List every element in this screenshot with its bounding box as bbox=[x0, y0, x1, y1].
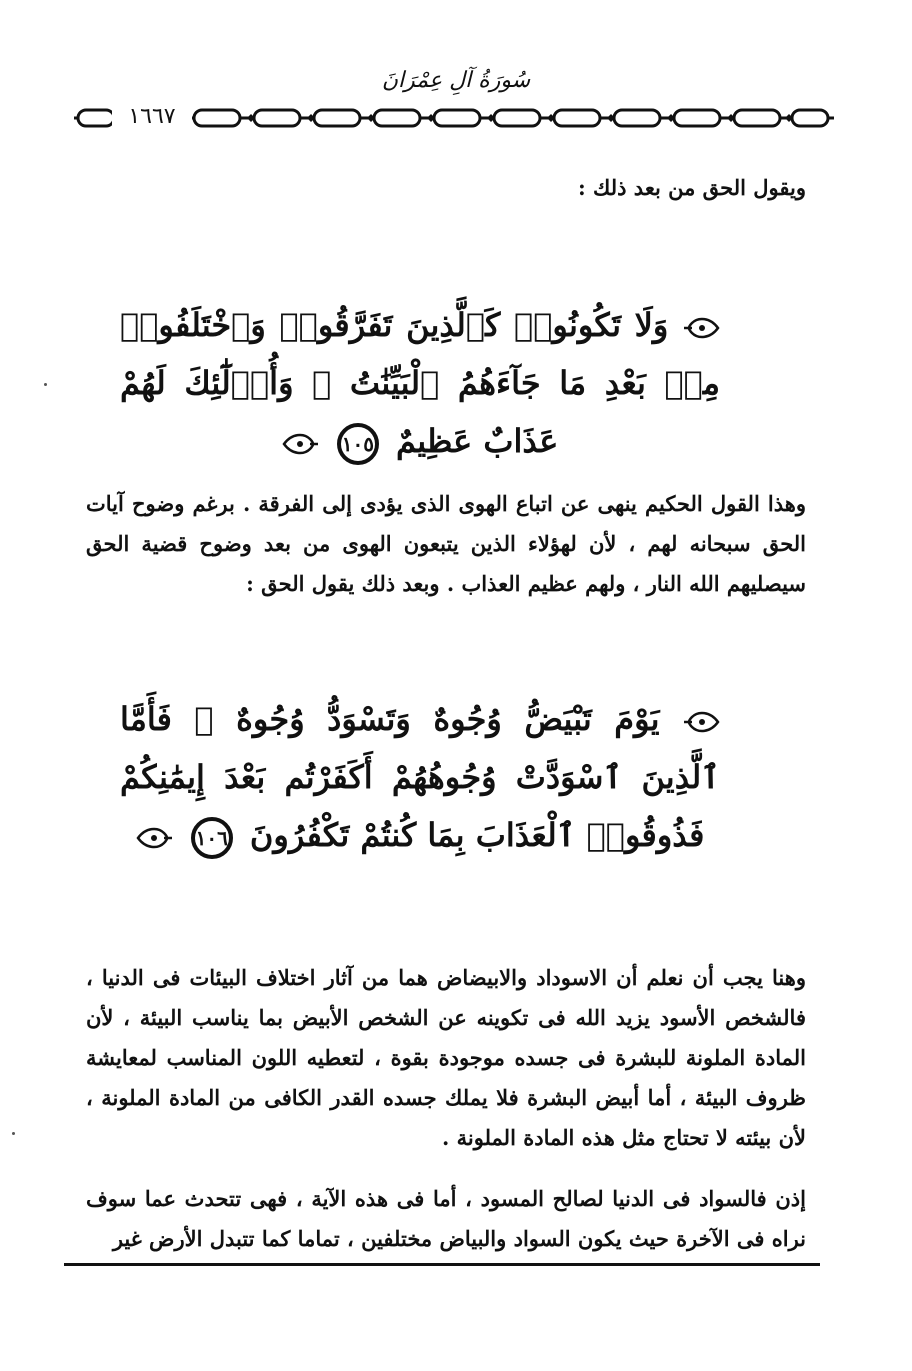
intro-line: ويقول الحق من بعد ذلك : bbox=[577, 175, 806, 200]
commentary-paragraph-2: وهنا يجب أن نعلم أن الاسوداد والابيضاض هما من آثار اختلاف البيئات فى الدنيا ، فالشخص الأسود يزيد الله فى تكوينه عن الشخص الأبيض بما يناسب البيئة ، لأن المادة الملونة للبشرة فى جسده موجودة بقوة ، لتعطيه اللون المناسب لمعايشة ظروف البيئة ، أما أبيض البشرة فلا يملك جسده القدر الكافى من المادة الملونة ، لأن بيئته لا تحتاج مثل هذه المادة الملونة . bbox=[86, 965, 806, 1150]
verse-105-text: وَلَا تَكُونُوا۟ كَٱلَّذِينَ تَفَرَّقُوا۟ وَٱخْتَلَفُوا۟ مِنۢ بَعْدِ مَا جَآءَهُمُ ٱلْبَيِّنَٰتُ ۚ وَأُو۟لَٰٓئِكَ لَهُمْ عَذَابٌ عَظِيمٌ bbox=[120, 306, 720, 460]
commentary-paragraph-3: إذن فالسواد فى الدنيا لصالح المسود ، أما فى هذه الآية ، فهى تتحدث عما سوف نراه فى الآخرة حيث يكون السواد والبياض مختلفين ، تماما كما تتبدل الأرض غير bbox=[86, 1186, 806, 1251]
verse-close-bracket-icon bbox=[282, 431, 320, 457]
surah-title: سُورَةُ آلِ عِمْرَانَ bbox=[381, 68, 531, 93]
ayah-number-106: ١٠٦ bbox=[191, 817, 233, 859]
ayah-number-105: ١٠٥ bbox=[337, 423, 379, 465]
quran-verse-105 bbox=[120, 296, 720, 470]
verse-open-bracket-icon bbox=[682, 315, 720, 341]
footer-rule bbox=[64, 1263, 820, 1266]
verse-open-bracket-icon bbox=[682, 709, 720, 735]
quran-verse-106 bbox=[120, 690, 720, 864]
verse-close-bracket-icon bbox=[136, 825, 174, 851]
page-number: ١٦٦٧ bbox=[112, 102, 192, 132]
commentary-paragraph-1: وهذا القول الحكيم ينهى عن اتباع الهوى الذى يؤدى إلى الفرقة . برغم وضوح آيات الحق سبحانه لهم ، لأن لهؤلاء الذين يتبعون الهوى من بعد وضوح قضية الحق سيصليهم الله النار ، ولهم عظيم العذاب . وبعد ذلك يقول الحق : bbox=[86, 491, 806, 596]
verse-106-text: يَوْمَ تَبْيَضُّ وُجُوهٌ وَتَسْوَدُّ وُجُوهٌ ۚ فَأَمَّا ٱلَّذِينَ ٱسْوَدَّتْ وُجُوهُهُمْ أَكَفَرْتُم بَعْدَ إِيمَٰنِكُمْ فَذُوقُوا۟ ٱلْعَذَابَ بِمَا كُنتُمْ تَكْفُرُونَ bbox=[120, 700, 720, 854]
scan-speck bbox=[44, 383, 47, 386]
scan-speck bbox=[12, 1132, 15, 1135]
